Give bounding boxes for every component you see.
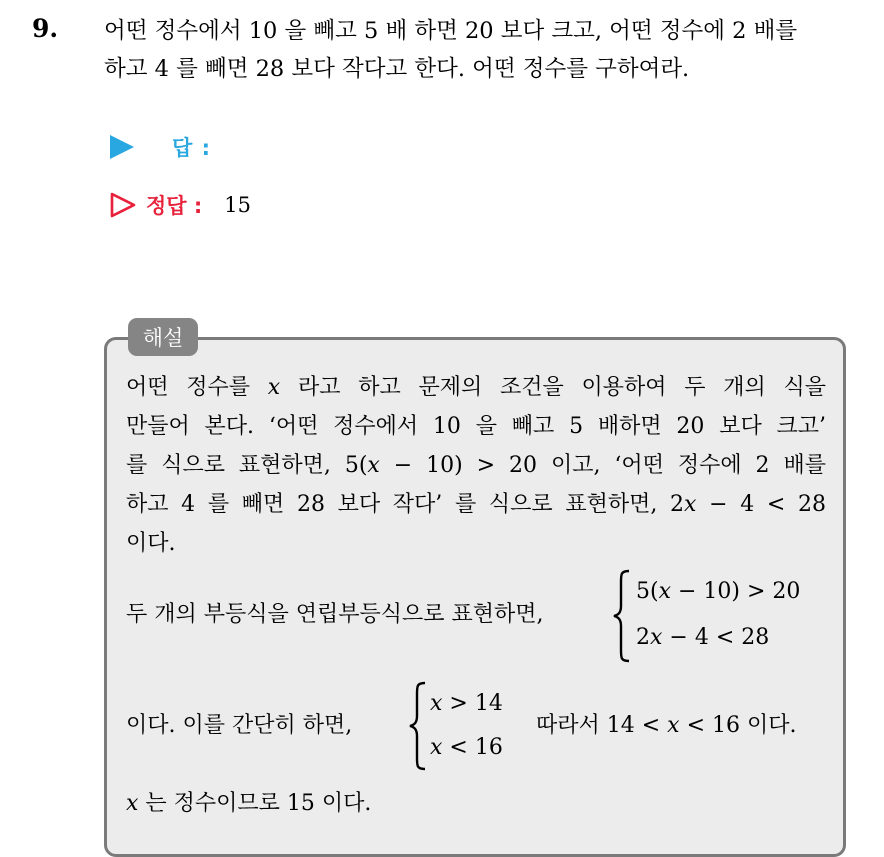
system-line-1: 5(x − 10) > 20 (636, 579, 801, 604)
explanation-line: 하고 4 를 빼면 28 보다 작다’ 를 식으로 표현하면, 2x − 4 < 28 (126, 492, 826, 517)
question-number: 9. (32, 14, 59, 43)
solution-row (110, 188, 251, 222)
solution-value: 15 (224, 193, 252, 217)
final-statement: x 는 정수이므로 15 이다. (126, 791, 372, 816)
explanation-line: 이다. (126, 531, 176, 556)
left-brace-icon (408, 680, 428, 772)
explanation-tag: 해설 (128, 318, 198, 356)
system-intro: 두 개의 부등식을 연립부등식으로 표현하면, (126, 602, 544, 627)
simplify-intro: 이다. 이를 간단히 하면, (126, 713, 353, 738)
simplified-line-1: x > 14 (430, 691, 503, 716)
question-text (104, 12, 874, 88)
question-line-2: 하고 4 를 빼면 28 보다 작다고 한다. 어떤 정수를 구하여라. (104, 56, 690, 82)
explanation-paragraph (126, 368, 826, 563)
left-brace-icon (612, 568, 632, 664)
explanation-line: 어떤 정수를 x 라고 하고 문제의 조건을 이용하여 두 개의 식을 (126, 375, 826, 400)
simplified-line-2: x < 16 (430, 735, 503, 760)
play-arrow-icon (110, 135, 134, 159)
outline-arrow-icon (110, 192, 136, 218)
solution-label: 정답 : (146, 194, 203, 218)
explanation-line: 를 식으로 표현하면, 5(x − 10) > 20 이고, ‘어떤 정수에 2 배를 (126, 453, 826, 478)
answer-label: 답 : (172, 136, 211, 160)
question-line-1: 어떤 정수에서 10 을 빼고 5 배 하면 20 보다 크고, 어떤 정수에 2 배를 (104, 18, 798, 44)
system-line-2: 2x − 4 < 28 (636, 625, 770, 650)
explanation-line: 만들어 본다. ‘어떤 정수에서 10 을 빼고 5 배하면 20 보다 크고’ (126, 414, 826, 439)
answer-row (110, 130, 211, 164)
conclusion: 따라서 14 < x < 16 이다. (536, 713, 797, 738)
